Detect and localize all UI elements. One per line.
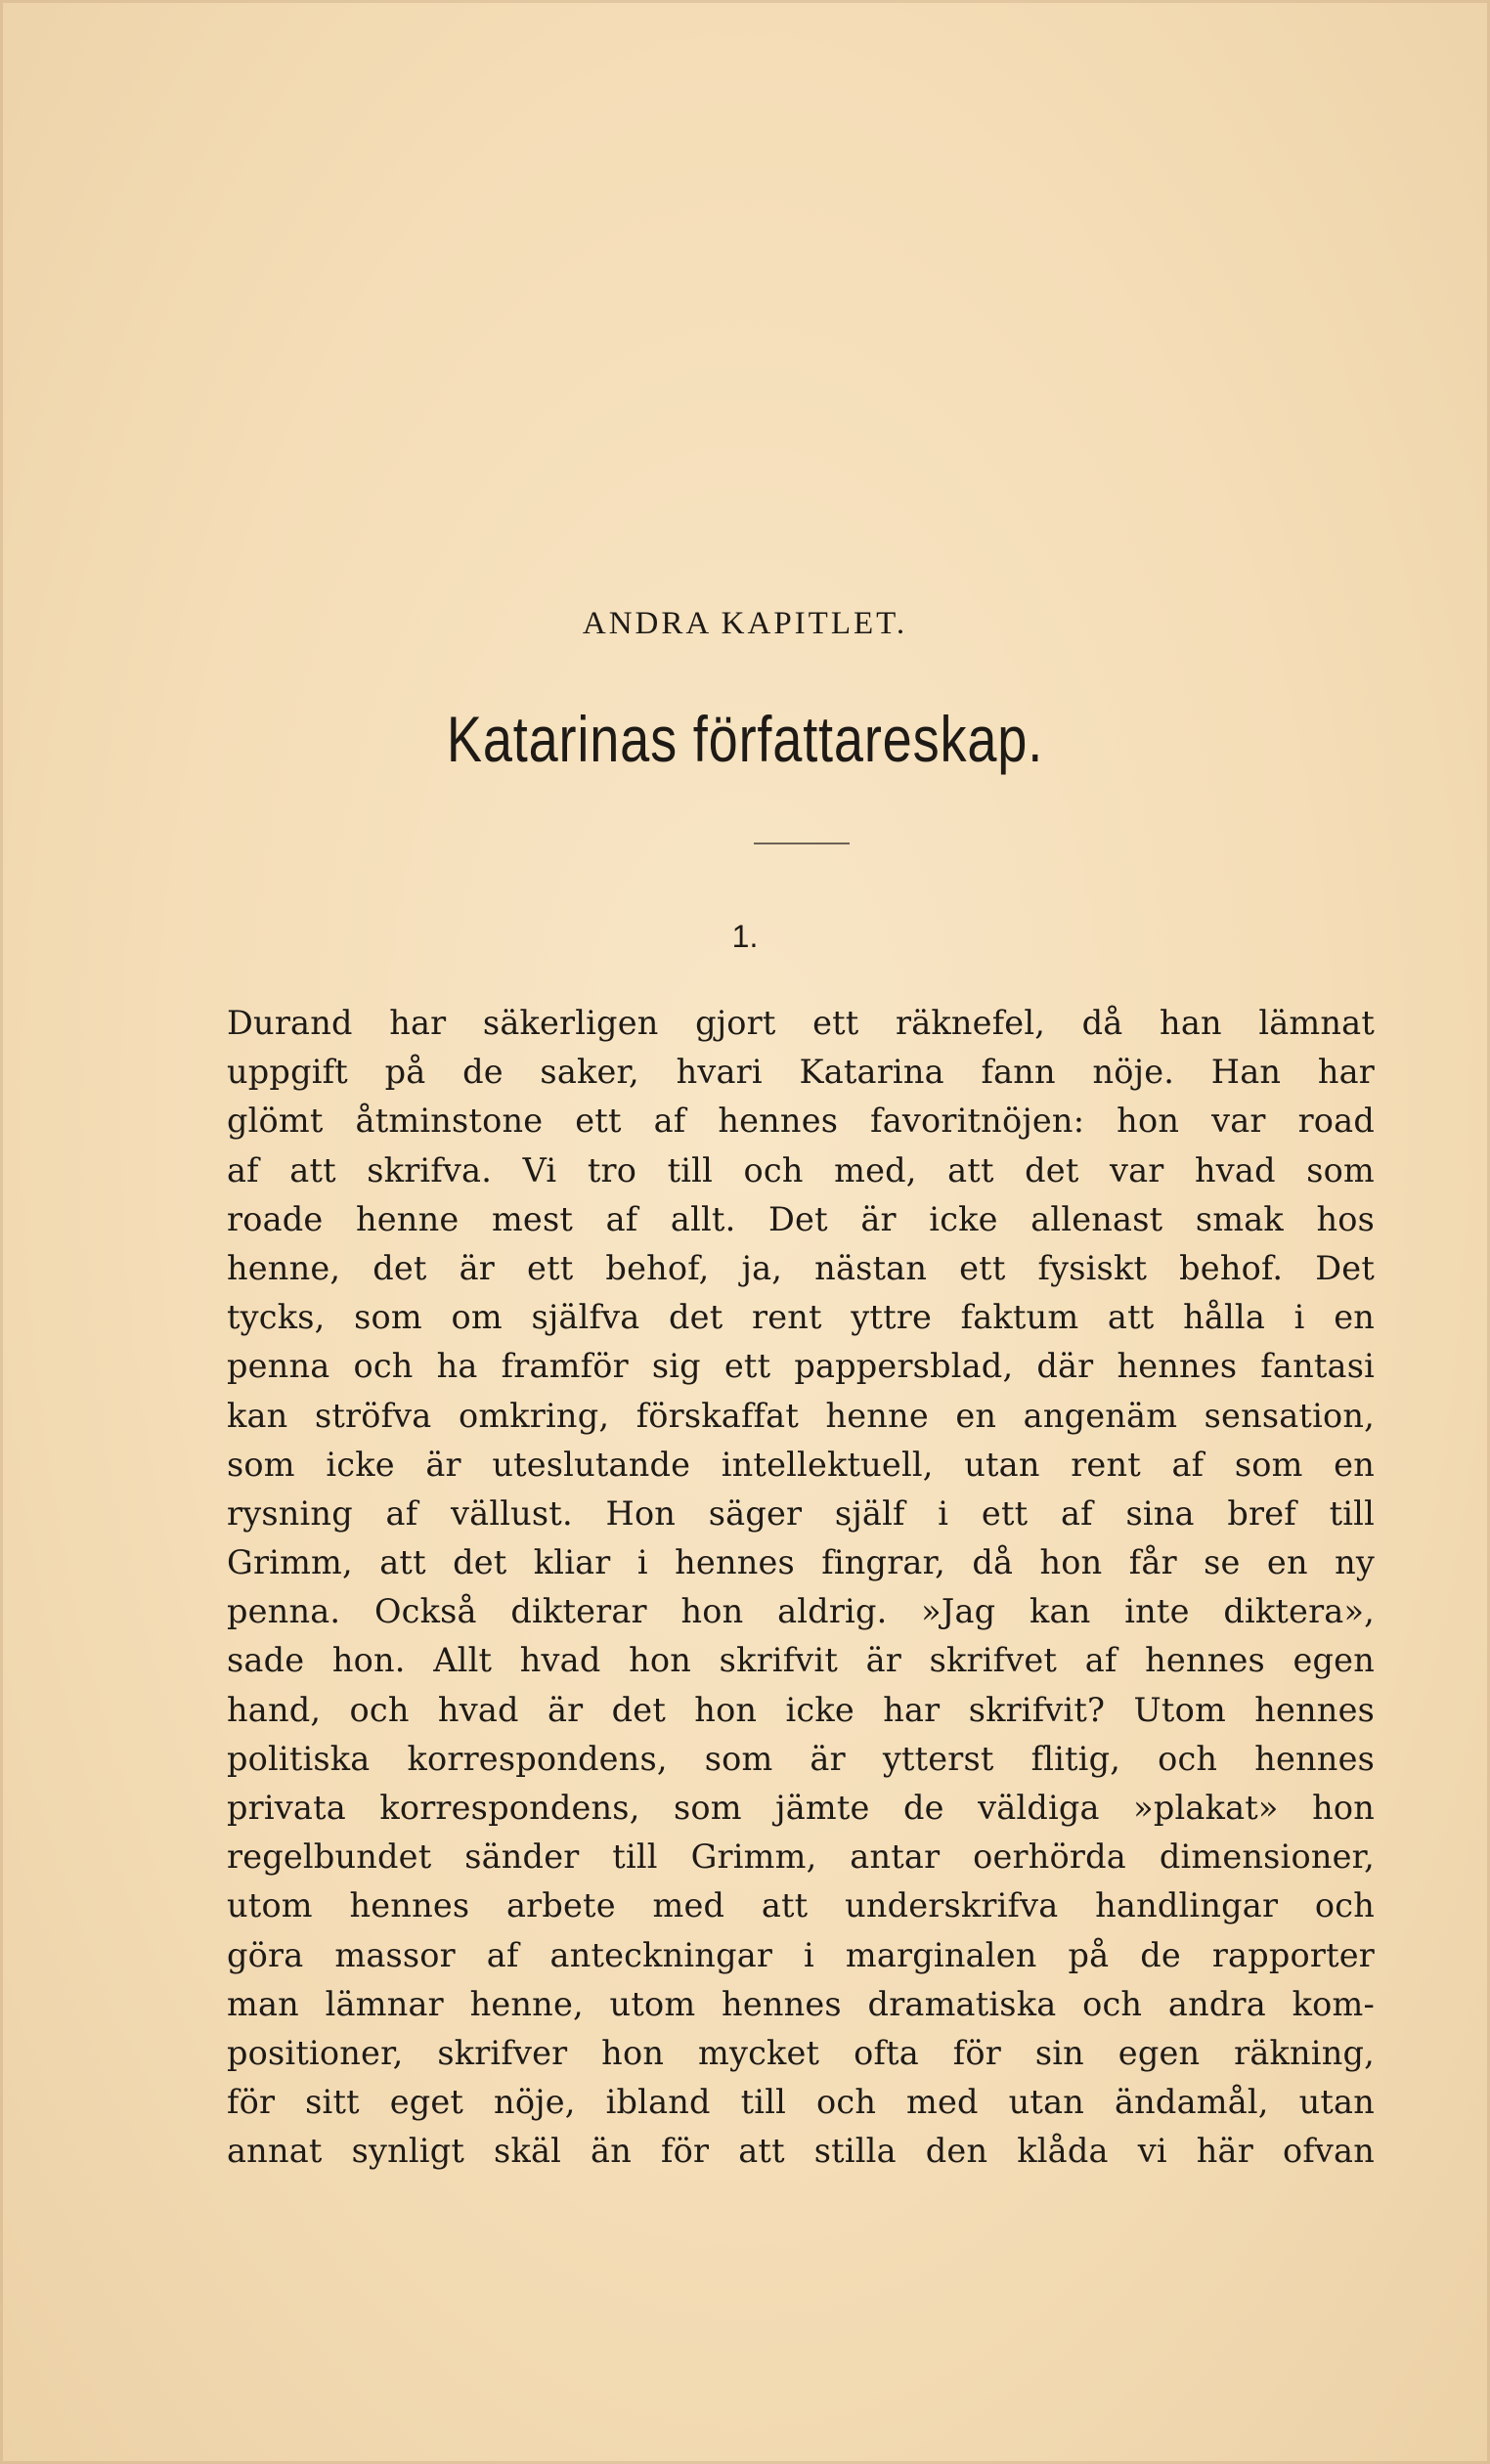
text-line: penna. Också dikterar hon aldrig. »Jag kan inte diktera», bbox=[227, 1592, 1375, 1631]
text-line: uppgift på de saker, hvari Katarina fann nöje. Han har bbox=[227, 1053, 1375, 1092]
section-number: 1. bbox=[731, 919, 759, 954]
text-line: som icke är uteslutande intellektuell, utan rent af som en bbox=[227, 1445, 1375, 1484]
chapter-label: ANDRA KAPITLET. bbox=[582, 606, 908, 641]
text-line: sade hon. Allt hvad hon skrifvit är skrifvet af hennes egen bbox=[227, 1641, 1375, 1680]
text-line: politiska korrespondens, som är ytterst flitig, och hennes bbox=[227, 1739, 1375, 1778]
text-line: penna och ha framför sig ett pappersblad, där hennes fantasi bbox=[227, 1347, 1375, 1386]
body-text bbox=[227, 999, 1375, 2177]
text-line: annat synligt skäl än för att stilla den klåda vi här ofvan bbox=[227, 2132, 1375, 2171]
text-line: rysning af vällust. Hon säger själf i ett af sina bref till bbox=[227, 1493, 1375, 1533]
text-line: Durand har säkerligen gjort ett räknefel, då han lämnat bbox=[227, 1004, 1375, 1042]
text-line: utom hennes arbete med att underskrifva handlingar och bbox=[227, 1886, 1375, 1925]
text-line: göra massor af anteckningar i marginalen på de rapporter bbox=[227, 1935, 1375, 1974]
text-line: tycks, som om själfva det rent yttre faktum att hålla i en bbox=[227, 1298, 1375, 1337]
text-line: privata korrespondens, som jämte de väldiga »plakat» hon bbox=[227, 1789, 1375, 1827]
text-line: kan ströfva omkring, förskaffat henne en angenäm sensation, bbox=[227, 1396, 1375, 1435]
text-line: hand, och hvad är det hon icke har skrifvit? Utom hennes bbox=[227, 1690, 1375, 1729]
text-line: henne, det är ett behof, ja, nästan ett fysiskt behof. Det bbox=[227, 1248, 1375, 1287]
text-line: roade henne mest af allt. Det är icke allenast smak hos bbox=[227, 1199, 1375, 1238]
text-line: positioner, skrifver hon mycket ofta för sin egen räkning, bbox=[227, 2033, 1375, 2072]
text-line: för sitt eget nöje, ibland till och med utan ändamål, utan bbox=[227, 2083, 1375, 2122]
title-divider bbox=[754, 843, 850, 844]
text-line: regelbundet sänder till Grimm, antar oerhörda dimensioner, bbox=[227, 1837, 1375, 1877]
text-line: man lämnar henne, utom hennes dramatiska och andra kom- bbox=[227, 1984, 1375, 2023]
text-line: glömt åtminstone ett af hennes favoritnöjen: hon var road bbox=[227, 1102, 1375, 1141]
chapter-title: Katarinas författareskap. bbox=[446, 703, 1044, 775]
text-line: Grimm, att det kliar i hennes fingrar, då hon får se en ny bbox=[227, 1543, 1375, 1582]
text-line: af att skrifva. Vi tro till och med, att det var hvad som bbox=[227, 1150, 1375, 1189]
